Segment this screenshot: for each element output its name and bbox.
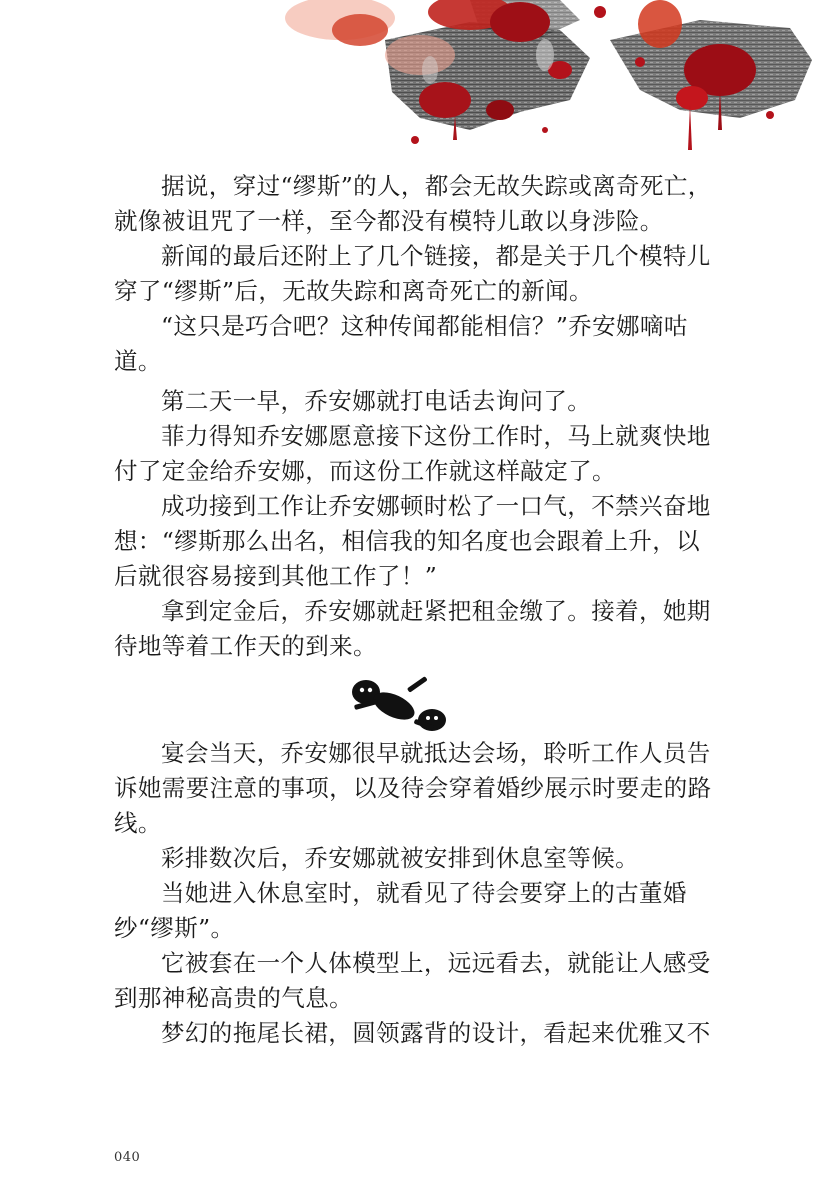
page-number: 040 bbox=[114, 1150, 141, 1165]
paragraph: 菲力得知乔安娜愿意接下这份工作时，马上就爽快地付了定金给乔安娜，而这份工作就这样敲定了。 bbox=[114, 422, 711, 485]
paragraph: 宴会当天，乔安娜很早就抵达会场，聆听工作人员告诉她需要注意的事项，以及待会穿着婚纱展示时要走的路线。 bbox=[114, 739, 712, 837]
paragraph: 第二天一早，乔安娜就打电话去询问了。 bbox=[161, 387, 592, 415]
blood-splatter-icon bbox=[0, 0, 825, 160]
paragraph: 拿到定金后，乔安娜就赶紧把租金缴了。接着，她期待地等着工作天的到来。 bbox=[114, 597, 711, 660]
paragraph: “这只是巧合吧？这种传闻都能相信？”乔安娜嘀咕道。 bbox=[114, 312, 688, 375]
paragraph: 它被套在一个人体模型上，远远看去，就能让人感受到那神秘高贵的气息。 bbox=[114, 949, 711, 1012]
text-block-2 bbox=[114, 384, 714, 664]
fallen-doll-icon bbox=[344, 676, 454, 736]
paragraph: 梦幻的拖尾长裙，圆领露背的设计，看起来优雅又不 bbox=[161, 1019, 711, 1047]
paragraph: 新闻的最后还附上了几个链接，都是关于几个模特儿穿了“缪斯”后，无故失踪和离奇死亡的新闻。 bbox=[114, 242, 711, 305]
text-block-3 bbox=[114, 736, 714, 1051]
text-block-1 bbox=[114, 169, 714, 379]
paragraph: 成功接到工作让乔安娜顿时松了一口气，不禁兴奋地想：“缪斯那么出名，相信我的知名度也会跟着上升，以后就很容易接到其他工作了！” bbox=[114, 492, 711, 590]
paragraph: 据说，穿过“缪斯”的人，都会无故失踪或离奇死亡，就像被诅咒了一样，至今都没有模特儿敢以身涉险。 bbox=[114, 172, 712, 235]
paragraph: 彩排数次后，乔安娜就被安排到休息室等候。 bbox=[161, 844, 639, 872]
paragraph: 当她进入休息室时，就看见了待会要穿上的古董婚纱“缪斯”。 bbox=[114, 879, 687, 942]
